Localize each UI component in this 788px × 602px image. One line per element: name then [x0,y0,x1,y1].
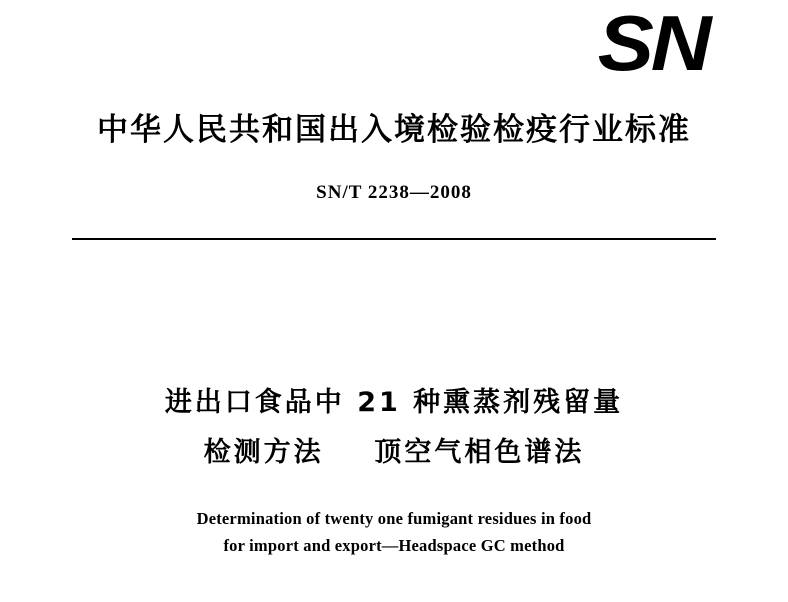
chinese-title [0,378,788,478]
chinese-title-line-2-part-1: 检测方法 [203,437,324,468]
english-title [0,505,788,559]
chinese-title-line-2-part-2: 顶空气相色谱法 [374,437,585,468]
english-title-line-2: for import and export—Headspace GC method [223,536,565,555]
sn-logo-text: SN [597,0,708,87]
header-divider [72,238,716,240]
chinese-title-line-1: 进出口食品中 21 种熏蒸剂残留量 [164,387,624,418]
issuing-organization-line: 中华人民共和国出入境检验检疫行业标准 [97,112,691,148]
chinese-title-line-2 [0,428,788,478]
sn-logo [508,0,708,87]
english-title-line-1: Determination of twenty one fumigant residues in food [196,509,592,528]
standard-number: SN/T 2238—2008 [316,182,472,203]
